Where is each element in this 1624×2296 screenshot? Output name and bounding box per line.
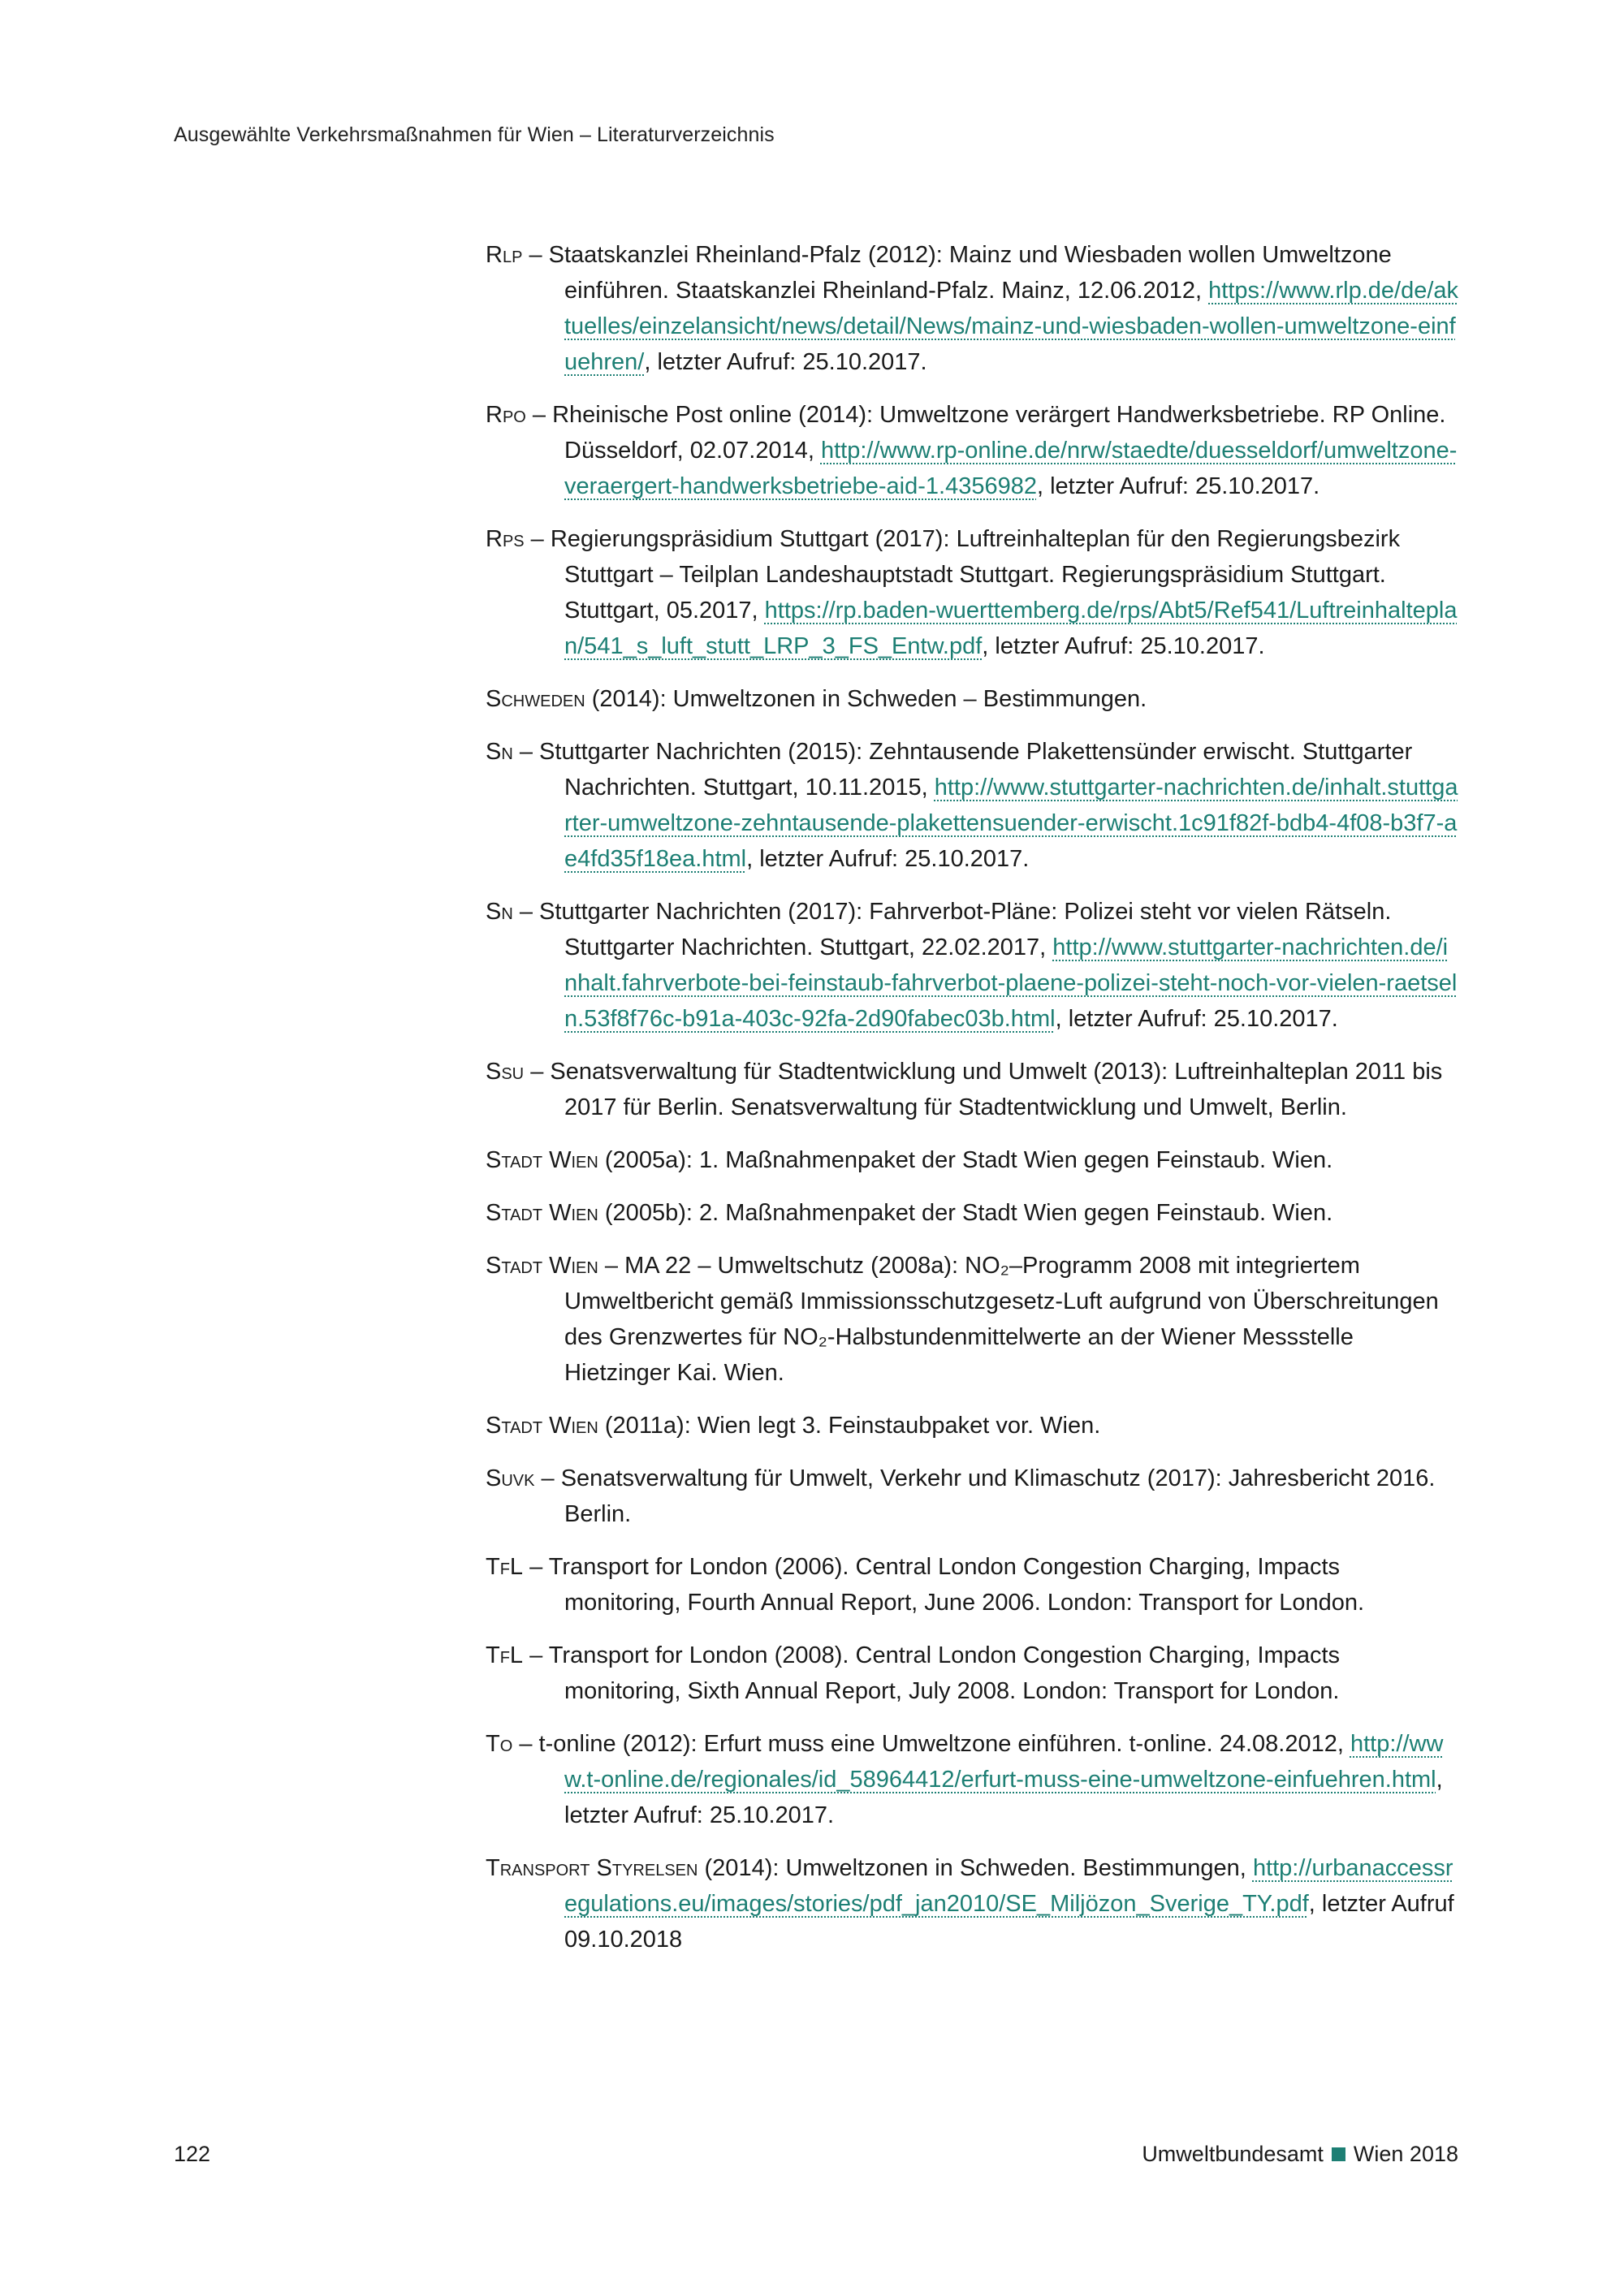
- reference-key: Ssu: [486, 1059, 525, 1085]
- reference-text: – Transport for London (2008). Central London Congestion Charging, Impacts monitoring, Sixth Annual Report, July 2008. London: Transport for London.: [523, 1642, 1340, 1704]
- reference-link[interactable]: http://www.rp-online.de/nrw/staedte/duesseldorf/umweltzone-veraergert-handwerksbetriebe-aid-1.4356982: [564, 438, 1458, 499]
- reference-text: (2005b): 2. Maßnahmenpaket der Stadt Wien gegen Feinstaub. Wien.: [598, 1200, 1333, 1226]
- reference-entry: [486, 1408, 1460, 1444]
- reference-access-date: , letzter Aufruf: 25.10.2017.: [1036, 473, 1320, 499]
- reference-access-date: , letzter Aufruf: 25.10.2017.: [1055, 1006, 1338, 1032]
- reference-access-date: , letzter Aufruf: 25.10.2017.: [746, 846, 1030, 872]
- reference-text: – Staatskanzlei Rheinland-Pfalz (2012): Mainz und Wiesbaden wollen Umweltzone einführen. Staatskanzlei Rheinland-Pfalz. Mainz, 12.06.2012,: [522, 242, 1392, 304]
- reference-text: – Stuttgarter Nachrichten (2017): Fahrverbot-Pläne: Polizei steht vor vielen Rätseln. Stuttgarter Nachrichten. Stuttgart, 22.02.2017,: [512, 899, 1392, 960]
- place-year: Wien 2018: [1353, 2142, 1458, 2166]
- reference-access-date: , letzter Aufruf: 25.10.2017.: [644, 349, 927, 375]
- reference-key: Rps: [486, 526, 525, 552]
- reference-access-date: , letzter Aufruf 09.10.2018: [564, 1891, 1454, 1953]
- reference-key: Stadt Wien: [486, 1147, 598, 1173]
- reference-text: – Regierungspräsidium Stuttgart (2017): Luftreinhalteplan für den Regierungsbezirk Stuttgart – Teilplan Landeshauptstadt Stuttgart. Regierungspräsidium Stuttgart. Stuttgart, 05.2017,: [524, 526, 1401, 624]
- reference-entry: [486, 1054, 1460, 1125]
- reference-entry: [486, 1549, 1460, 1621]
- footer-publisher: [1142, 2142, 1458, 2167]
- reference-entry: [486, 1248, 1460, 1391]
- reference-list: [486, 237, 1460, 1974]
- reference-entry: [486, 1461, 1460, 1532]
- reference-text: – Senatsverwaltung für Stadtentwicklung und Umwelt (2013): Luftreinhalteplan 2011 bis 2017 für Berlin. Senatsverwaltung für Stadtentwicklung und Umwelt, Berlin.: [524, 1059, 1443, 1120]
- reference-entry: [486, 1195, 1460, 1231]
- reference-link[interactable]: http://www.stuttgarter-nachrichten.de/inhalt.fahrverbote-bei-feinstaub-fahrverbot-plaene-polizei-steht-noch-vor-vielen-raetseln.53f8f76c-b91a-403c-92fa-2d90fabec03b.html: [564, 934, 1458, 1032]
- reference-key: Transport Styrelsen: [486, 1855, 698, 1881]
- reference-text: – Stuttgarter Nachrichten (2015): Zehntausende Plakettensünder erwischt. Stuttgarter Nachrichten. Stuttgart, 10.11.2015,: [512, 739, 1413, 801]
- reference-text: (2014): Umweltzonen in Schweden. Bestimmungen,: [698, 1855, 1253, 1881]
- reference-link[interactable]: http://www.t-online.de/regionales/id_58964412/erfurt-muss-eine-umweltzone-einfuehren.html: [564, 1731, 1444, 1793]
- square-icon: [1332, 2147, 1345, 2161]
- reference-entry: [486, 1850, 1460, 1957]
- reference-link[interactable]: http://www.stuttgarter-nachrichten.de/inhalt.stuttgarter-umweltzone-zehntausende-plakettensuender-erwischt.1c91f82f-bdb4-4f08-b3f7-ae4fd35f18ea.html: [564, 775, 1458, 872]
- reference-entry: [486, 1726, 1460, 1833]
- reference-entry: [486, 521, 1460, 664]
- reference-link[interactable]: https://www.rlp.de/de/aktuelles/einzelansicht/news/detail/News/mainz-und-wiesbaden-wollen-umweltzone-einfuehren/: [564, 278, 1459, 375]
- reference-entry: [486, 1638, 1460, 1709]
- reference-key: Stadt Wien: [486, 1200, 598, 1226]
- reference-text: (2014): Umweltzonen in Schweden – Bestimmungen.: [585, 686, 1147, 712]
- reference-key: Stadt Wien: [486, 1253, 598, 1279]
- reference-link[interactable]: https://rp.baden-wuerttemberg.de/rps/Abt5/Ref541/Luftreinhalteplan/541_s_luft_stutt_LRP_3_FS_Entw.pdf: [564, 598, 1458, 659]
- running-header: Ausgewählte Verkehrsmaßnahmen für Wien – Literaturverzeichnis: [174, 123, 775, 146]
- reference-key: Sn: [486, 739, 513, 765]
- reference-text: (2011a): Wien legt 3. Feinstaubpaket vor. Wien.: [598, 1413, 1101, 1439]
- reference-entry: [486, 237, 1460, 380]
- reference-key: To: [486, 1731, 513, 1757]
- reference-entry: [486, 734, 1460, 877]
- publisher-name: Umweltbundesamt: [1142, 2142, 1324, 2166]
- reference-key: Suvk: [486, 1465, 535, 1491]
- reference-access-date: , letzter Aufruf: 25.10.2017.: [982, 633, 1265, 659]
- reference-link[interactable]: http://urbanaccessregulations.eu/images/stories/pdf_jan2010/SE_Miljözon_Sverige_TY.pdf: [564, 1855, 1453, 1917]
- reference-text: – Transport for London (2006). Central London Congestion Charging, Impacts monitoring, Fourth Annual Report, June 2006. London: Transport for London.: [523, 1554, 1365, 1616]
- reference-text: – Senatsverwaltung für Umwelt, Verkehr und Klimaschutz (2017): Jahresbericht 2016. Berlin.: [534, 1465, 1436, 1527]
- reference-key: TfL: [486, 1642, 524, 1668]
- reference-key: Rlp: [486, 242, 523, 268]
- reference-entry: [486, 1142, 1460, 1178]
- reference-entry: [486, 397, 1460, 504]
- reference-key: Rpo: [486, 402, 526, 428]
- reference-text: – Rheinische Post online (2014): Umweltzone verärgert Handwerksbetriebe. RP Online. Düsseldorf, 02.07.2014,: [525, 402, 1446, 464]
- reference-entry: [486, 681, 1460, 717]
- reference-key: Sn: [486, 899, 513, 925]
- reference-text: – MA 22 – Umweltschutz (2008a): NO₂–Programm 2008 mit integriertem Umweltbericht gemäß Immissionsschutzgesetz-Luft aufgrund von Überschreitungen des Grenzwertes für NO₂-Halbstundenmittelwerte an der Wiener Messstelle Hietzinger Kai. Wien.: [564, 1253, 1439, 1386]
- page-number: 122: [174, 2142, 211, 2166]
- reference-key: Stadt Wien: [486, 1413, 598, 1439]
- reference-key: Schweden: [486, 686, 585, 712]
- reference-text: – t-online (2012): Erfurt muss eine Umweltzone einführen. t-online. 24.08.2012,: [512, 1731, 1350, 1757]
- reference-key: TfL: [486, 1554, 524, 1580]
- reference-access-date: , letzter Aufruf: 25.10.2017.: [564, 1767, 1443, 1828]
- reference-entry: [486, 894, 1460, 1037]
- reference-text: (2005a): 1. Maßnahmenpaket der Stadt Wien gegen Feinstaub. Wien.: [598, 1147, 1333, 1173]
